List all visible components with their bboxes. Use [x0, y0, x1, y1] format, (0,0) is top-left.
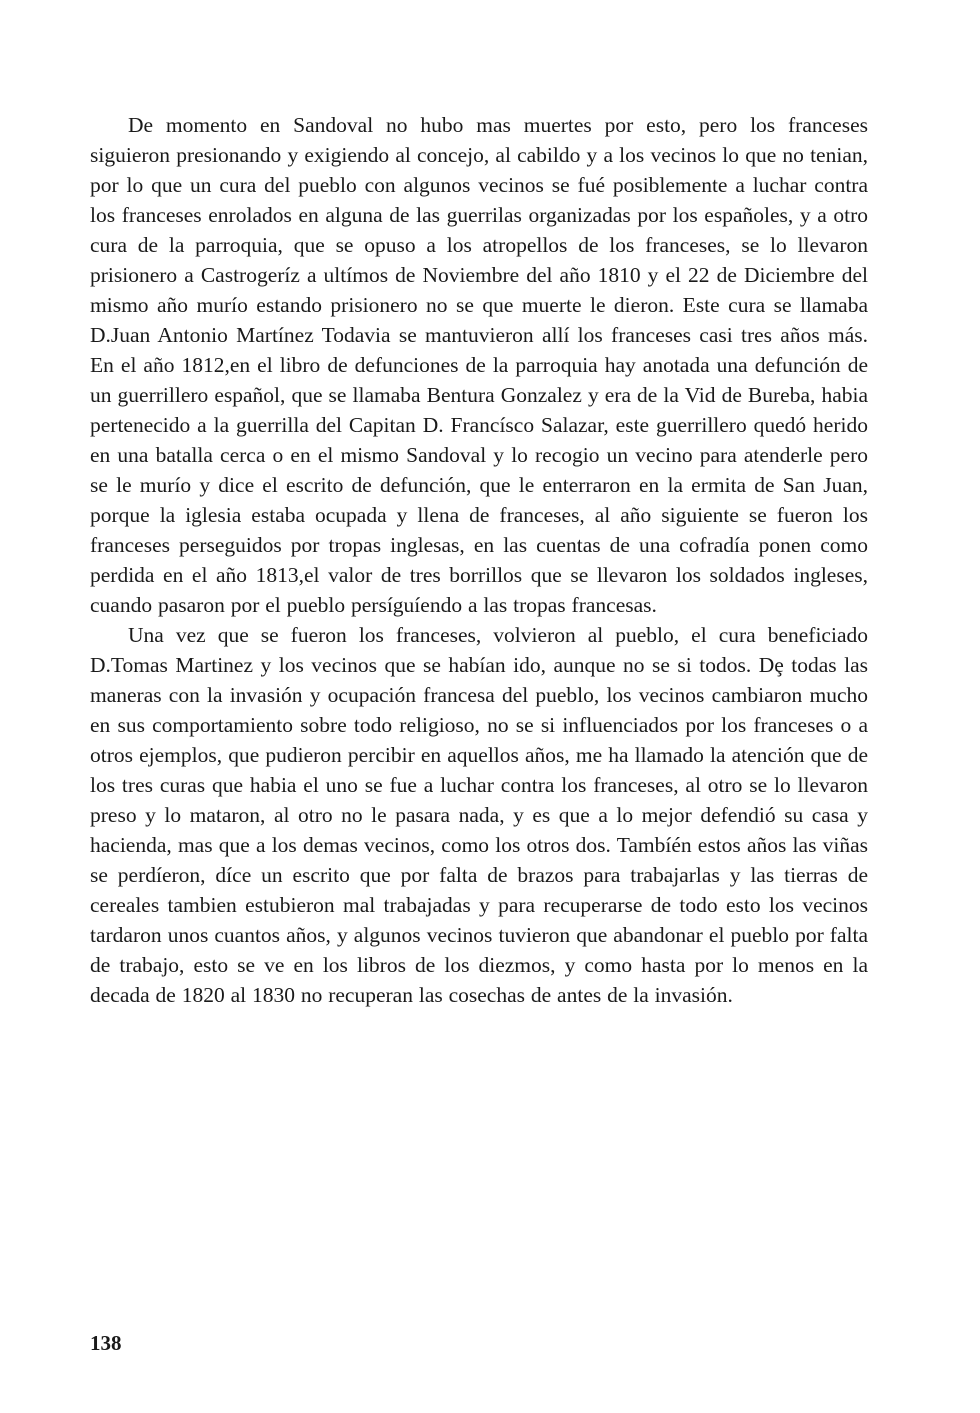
paragraph-1: De momento en Sandoval no hubo mas muertes por esto, pero los franceses siguieron presionando y exigiendo al concejo, al cabildo y a los vecinos lo que no tenian, por lo que un cura del pueblo con algunos vecinos se fué posiblemente a luchar contra los franceses enrolados en alguna de las guerrilas organizadas por los españoles, y a otro cura de la parroquia, que se opuso a los atropellos de los franceses, se lo llevaron prisionero a Castrogeríz a ultímos de Noviembre del año 1810 y el 22 de Diciembre del mismo año murío estando prisionero no se que muerte le dieron. Este cura se llamaba D.Juan Antonio Martínez Todavia se mantuvieron allí los franceses casi tres años más. En el año 1812,en el libro de defunciones de la parroquia hay anotada una defunción de un guerrillero español, que se llamaba Bentura Gonzalez y era de la Vid de Bureba, habia pertenecido a la guerrilla del Capitan D. Francísco Salazar, este guerrillero quedó herido en una batalla cerca o en el mismo Sandoval y lo recogio un vecino para atenderle pero se le murío y dice el escrito de defunción, que le enterraron en la ermita de San Juan, porque la iglesia estaba ocupada y llena de franceses, al año siguiente se fueron los franceses perseguidos por tropas inglesas, en las cuentas de una cofradía ponen como perdida en el año 1813,el valor de tres borrillos que se llevaron los soldados ingleses, cuando pasaron por el pueblo persíguíendo a las tropas francesas. — [90, 113, 868, 617]
paragraph-2: Una vez que se fueron los franceses, volvieron al pueblo, el cura beneficiado D.Tomas Martinez y los vecinos que se habían ido, aunque no se si todos. Dȩ todas las maneras con la invasión y ocupación francesa del pueblo, los vecinos cambiaron mucho en sus comportamiento sobre todo religioso, no se si influenciados por los franceses o a otros ejemplos, que pudieron percibir en aquellos años, me ha llamado la atención que de los tres curas que habia el uno se fue a luchar contra los franceses, al otro se lo llevaron preso y lo mataron, al otro no le pasara nada, y es que a lo mejor defendió su casa y hacienda, mas que a los demas vecinos, como los otros dos. Tambíén estos años las viñas se perdíeron, díce un escrito que por falta de brazos para trabajarlas y las tierras de cereales tambien estubieron mal trabajadas y para recuperarse de todo esto los vecinos tardaron unos cuantos años, y algunos vecinos tuvieron que abandonar el pueblo por falta de trabajo, esto se ve en los libros de los diezmos, y como hasta por lo menos en la decada de 1820 al 1830 no recuperan las cosechas de antes de la invasión. — [90, 623, 868, 1007]
body-text — [90, 110, 868, 1010]
page-number: 138 — [90, 1331, 122, 1355]
